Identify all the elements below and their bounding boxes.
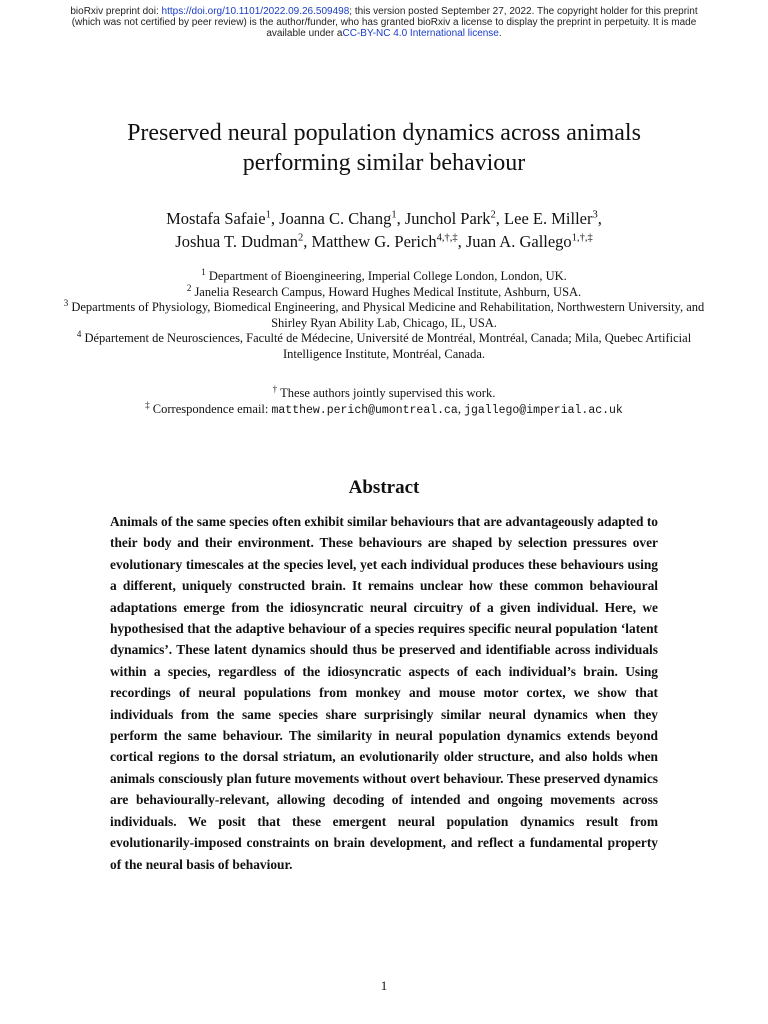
banner-suffix: . [498,28,502,39]
affiliation: $^4$ Département de Neurosciences, Faculté de Médecine, Université de Montréal, Montréal, Canada; Mila, Quebec Artificial Intelligence Institute, Montréal, Canada. [76,329,692,361]
author: Mostafa Safaie$^1$, [166,209,280,228]
license-link[interactable]: CC-BY-NC 4.0 International license [342,28,499,39]
abstract-heading: Abstract [348,477,420,498]
author: Junchol Park$^2$, [404,209,505,228]
author: Matthew G. Perich$^{4,\dagger,\ddagger}$, [311,232,466,251]
joint-supervision-note: † These authors jointly supervised this work. [272,383,496,400]
email-perich[interactable]: matthew.perich@umontreal.ca [271,404,458,417]
affiliation: $^2$ Janelia Research Campus, Howard Hughes Medical Institute, Ashburn, USA. [186,282,582,299]
author-list [60,207,708,253]
author: Joshua T. Dudman$^2$, [175,232,312,251]
affiliation: $^1$ Department of Bioengineering, Imperial College London, London, UK. [201,266,567,283]
affiliation: $^3$ Departments of Physiology, Biomedical Engineering, and Physical Medicine and Rehabilitation, Northwestern University, and Shirley Ryan Ability Lab, Chicago, IL, USA. [63,298,705,330]
affiliation-list [60,266,708,363]
author: Joanna C. Chang$^1$, [279,209,405,228]
email-gallego[interactable]: jgallego@imperial.ac.uk [464,404,623,417]
abstract-body: Animals of the same species often exhibit similar behaviours that are advantageously adapted to their body and their environment. These behaviours are shaped by selection pressures over evolutionary timescales at the species level, yet each individual produces these behaviours using a different, uniquely constructed brain. It remains unclear how these common behavioural adaptations emerge from the idiosyncratic neural circuitry of a given individual. Here, we hypothesised that the adaptive behaviour of a species requires specific neural population ‘latent dynamics’. These latent dynamics should thus be preserved and identifiable across individuals within a species, regardless of the idiosyncratic aspects of each individual’s brain. Using recordings of neural populations from monkey and mouse motor cortex, we show that individuals from the same species share surprisingly similar neural dynamics when they perform the same behaviour. The similarity in neural population dynamics extends beyond cortical regions to the dorsal striatum, an evolutionarily older structure, and also holds when animals consciously plan future movements without overt behaviour. These preserved dynamics are behaviourally-relevant, allowing decoding of intended and ongoing movements across individuals. We posit that these emergent neural population dynamics result from evolutionarily-imposed constraints on brain development, and reflect a fundamental property of the neural basis of behaviour. [110,514,658,872]
author: Juan A. Gallego$^{1,\dagger,\ddagger}$ [465,232,593,251]
author: Lee E. Miller$^3$, [504,209,602,228]
paper-title: Preserved neural population dynamics across animals performing similar behaviour [127,120,641,176]
preprint-banner [60,6,708,39]
author-notes [60,385,708,419]
banner-middle: ; this version posted September 27, 2022. The copyright holder for this preprint (which was not certified by peer review) is the author/funder, who has granted bioRxiv a license to display the preprint in perpetuity. It is made available under a [71,6,698,39]
correspondence-note: ‡ Correspondence email: matthew.perich@umontreal.ca, jgallego@imperial.ac.uk [145,399,623,417]
doi-link[interactable]: https://doi.org/10.1101/2022.09.26.509498 [161,6,350,17]
page-number: 1 [380,978,388,993]
banner-prefix: bioRxiv preprint doi: [70,6,162,17]
